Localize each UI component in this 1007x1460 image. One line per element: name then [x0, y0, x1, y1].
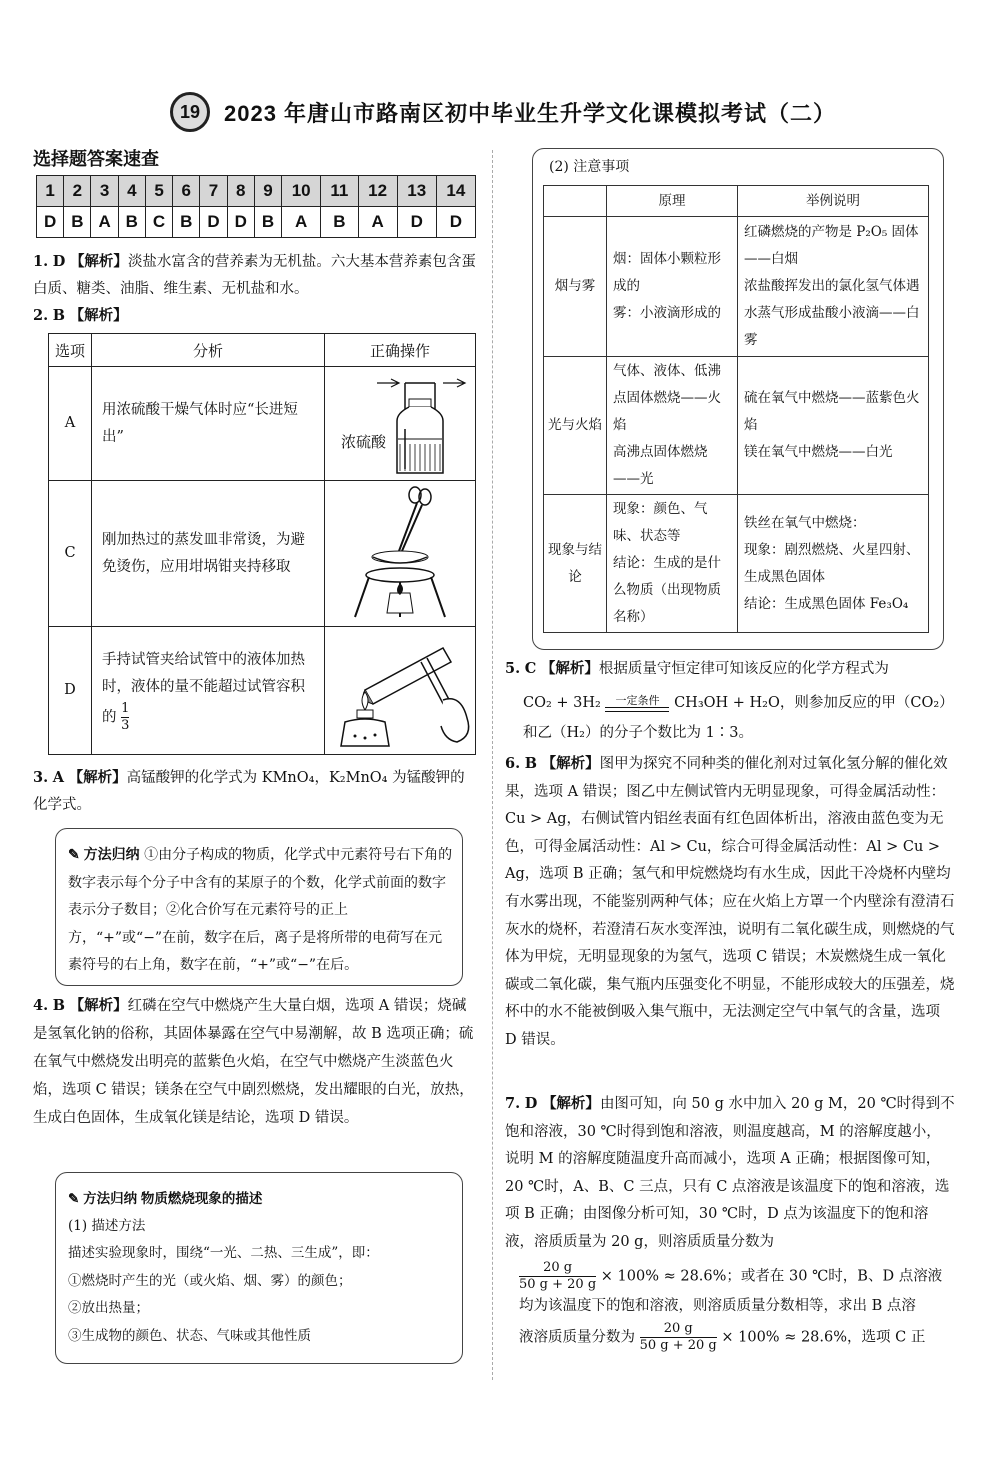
method-summary-1	[55, 828, 463, 986]
fraction-denominator: 3	[121, 718, 130, 733]
notes-th-example: 举例说明	[738, 186, 929, 217]
q7-text1: 由图可知，向 50 g 水中加入 20 g M，20 ℃时得到不饱和溶液，30 ℃时得到饱和溶液，则温度越高，M 的溶解度越小，说明 M 的溶解度随温度升高而减小，选项 A 正确；根据图像可知，20 ℃时，A、B、C 三点，只有 C 点溶液是该温度下的饱和溶液，选项 B 正确；由图像分析可知，30 ℃时，D 点为该温度下的饱和溶液，溶质质量为 20 g，则溶质质量分数为	[505, 1096, 955, 1250]
method-summary-2-line: (1) 描述方法	[68, 1217, 146, 1234]
notes-row-name: 光与火焰	[544, 357, 607, 495]
q4-number: 4.	[33, 997, 49, 1014]
notes-box	[532, 148, 944, 650]
q2-th-operation: 正确操作	[325, 334, 476, 367]
answer-key-answer: D	[397, 207, 436, 238]
q7-fraction-1-den: 50 g + 20 g	[519, 1277, 597, 1292]
q7-text3b: × 100% ≈ 28.6%，选项 C 正	[721, 1329, 926, 1345]
answer-key-answer: B	[321, 207, 358, 238]
answer-key-number: 10	[282, 176, 321, 207]
q2-row-a-option: A	[49, 367, 92, 481]
q6-tag: 【解析】	[541, 755, 600, 772]
q6-answer: B	[524, 755, 538, 772]
answer-key-answer: B	[118, 207, 145, 238]
q2-tag: 【解析】	[69, 307, 128, 324]
answer-key-number: 4	[118, 176, 145, 207]
notes-row-example: 硫在氧气中燃烧——蓝紫色火焰 镁在氧气中燃烧——白光	[738, 357, 929, 495]
q7-number: 7.	[505, 1095, 521, 1112]
notes-row-name: 烟与雾	[544, 217, 607, 357]
reaction-condition: 一定条件	[605, 694, 669, 708]
q1-number: 1.	[33, 253, 49, 270]
notes-row-light-flame	[544, 357, 929, 495]
notes-row-principle: 烟：固体小颗粒形成的 雾：小液滴形成的	[607, 217, 738, 357]
answer-key-number: 9	[254, 176, 281, 207]
q2-number: 2.	[33, 307, 49, 324]
method-summary-2-title-text: 方法归纳	[83, 1191, 138, 1206]
answer-key-answer: A	[91, 207, 118, 238]
answer-key-answers-row	[37, 207, 476, 238]
q2-row-d	[49, 627, 476, 755]
answer-key-number: 2	[64, 176, 91, 207]
q2-row-a-analysis: 用浓硫酸干燥气体时应“长进短出”	[92, 367, 325, 481]
notes-th-empty	[544, 186, 607, 217]
q2-row-d-analysis-cell	[92, 627, 325, 755]
q1-answer: D	[52, 253, 66, 270]
reaction-equal-sign	[605, 708, 669, 712]
method-summary-1-text: ①由分子构成的物质，化学式中元素符号右下角的数字表示每个分子中含有的某原子的个数，化学式前面的数字表示分子数目；②化合价写在元素符号的正上方，“+”或“−”在前，数字在后，离子是将所带的电荷写在元素符号的右上角，数字在前，“+”或“−”在后。	[68, 847, 453, 973]
method-summary-1-title-text: 方法归纳	[83, 846, 140, 862]
q2-row-a-figure	[325, 367, 476, 481]
test-tube-heating-figure	[325, 630, 475, 752]
q5-eq-left: CO₂ + 3H₂	[523, 695, 601, 711]
q7-fraction-2	[640, 1321, 717, 1354]
method-summary-2-line: ①燃烧时产生的光（或火焰、烟、雾）的颜色；	[68, 1272, 352, 1289]
notes-row-name: 现象与结论	[544, 495, 607, 633]
answer-key-answer: D	[37, 207, 64, 238]
q5-tag: 【解析】	[540, 660, 599, 677]
one-third-fraction	[121, 701, 129, 734]
reaction-arrow	[605, 694, 669, 712]
answer-key-answer: C	[145, 207, 172, 238]
q2-row-d-figure	[325, 627, 476, 755]
q2-row-d-analysis: 手持试管夹给试管中的液体加热时，液体的量不能超过试管容积的	[102, 652, 305, 726]
q6-text: 图甲为探究不同种类的催化剂对过氧化氢分解的催化效果，选项 A 错误；图乙中左侧试管内无明显现象，可得金属活动性：Cu > Ag，右侧试管内铝丝表面有红色固体析出，溶液由蓝色变为无色，可得金属活动性：Al > Cu，综合可得金属活动性：Al > Cu > Ag，选项 B 正确；氢气和甲烷燃烧均有水生成，因此干冷烧杯内壁均有水雾出现，不能鉴别两种气体；应在火焰上方罩一个内壁涂有澄清石灰水的烧杯，若澄清石灰水变浑浊，说明有二氧化碳生成，则燃烧的气体为甲烷，无明显现象的为氢气，选项 C 错误；木炭燃烧生成一氧化碳或二氧化碳，集气瓶内压强变化不明显，不能形成较大的压强差，烧杯中的水不能被倒吸入集气瓶中，无法测定空气中氧气的含量，选项 D 错误。	[505, 756, 955, 1048]
answer-key-answer: A	[282, 207, 321, 238]
sulfuric-acid-label: 浓硫酸	[341, 433, 387, 451]
notes-title: (2) 注意事项	[549, 159, 630, 175]
book-icon: ✎	[68, 1191, 80, 1206]
answer-key-answer: B	[173, 207, 200, 238]
q2-answer: B	[52, 307, 66, 324]
q2-th-analysis: 分析	[92, 334, 325, 367]
q2-table	[48, 333, 476, 755]
q5-equation-line	[505, 688, 955, 718]
notes-row-smoke-fog	[544, 217, 929, 357]
q5-line1	[505, 654, 955, 684]
q7-fraction-1	[519, 1260, 596, 1293]
q6-block	[505, 750, 955, 1055]
crucible-tongs-figure	[325, 483, 475, 623]
answer-key-answer: A	[358, 207, 397, 238]
q3-answer: A	[52, 769, 65, 786]
page-header	[170, 92, 870, 132]
q2-row-a	[49, 367, 476, 481]
q5-text2: 和乙（H₂）的分子个数比为 1∶3。	[523, 725, 754, 741]
q1-tag: 【解析】	[69, 253, 128, 270]
answer-key-answer: B	[64, 207, 91, 238]
q3-number: 3.	[33, 769, 49, 786]
answer-key-number: 13	[397, 176, 436, 207]
q7-fraction-1-num: 20 g	[519, 1260, 596, 1277]
q2-th-option: 选项	[49, 334, 92, 367]
q5-text1: 根据质量守恒定律可知该反应的化学方程式为	[598, 661, 889, 677]
q7-text2: × 100% ≈ 28.6%；或者在 30 ℃时，B、D 点溶液均为该温度下的饱和溶液，则溶质质量分数相等，求出 B 点溶	[519, 1268, 943, 1314]
page-title: 2023 年唐山市路南区初中毕业生升学文化课模拟考试（二）	[224, 100, 837, 126]
notes-th-principle: 原理	[607, 186, 738, 217]
q2-row-c-analysis: 刚加热过的蒸发皿非常烫，为避免烫伤，应用坩埚钳夹持移取	[92, 481, 325, 627]
notes-row-example: 铁丝在氧气中燃烧： 现象：剧烈燃烧、火星四射、生成黑色固体 结论：生成黑色固体 Fe₃O₄	[738, 495, 929, 633]
q6-number: 6.	[505, 755, 521, 772]
q3-text: 高锰酸钾的化学式为 KMnO₄，K₂MnO₄ 为锰酸钾的化学式。	[33, 770, 465, 813]
q5-answer: C	[524, 660, 537, 677]
column-divider	[492, 150, 493, 1380]
q1-text: 淡盐水富含的营养素为无机盐。六大基本营养素包含蛋白质、糖类、油脂、维生素、无机盐和水。	[33, 254, 476, 297]
answer-key-answer: B	[254, 207, 281, 238]
answer-key-answer: D	[227, 207, 254, 238]
answer-key-number: 1	[37, 176, 64, 207]
q3-tag: 【解析】	[68, 769, 127, 786]
q2-block	[33, 302, 128, 330]
q4-block	[33, 992, 478, 1132]
answer-key-heading: 选择题答案速查	[33, 149, 159, 169]
q7-fraction-line-2	[505, 1321, 955, 1354]
answer-key-number: 8	[227, 176, 254, 207]
answer-key-table	[36, 175, 476, 238]
q2-row-c-option: C	[49, 481, 92, 627]
answer-key-number: 6	[173, 176, 200, 207]
answer-key-number: 3	[91, 176, 118, 207]
answer-key-number: 5	[145, 176, 172, 207]
q2-row-d-option: D	[49, 627, 92, 755]
q1-block	[33, 248, 478, 303]
q7-fraction-line-1	[505, 1260, 955, 1321]
answer-key-numbers-row	[37, 176, 476, 207]
fraction-numerator: 1	[121, 701, 130, 716]
method-summary-2-title	[68, 1185, 452, 1213]
method-summary-2-line: ②放出热量；	[68, 1300, 149, 1316]
q4-text: 红磷在空气中燃烧产生大量白烟，选项 A 错误；烧碱是氢氧化钠的俗称，其固体暴露在空气中易潮解，故 B 选项正确；硫在氧气中燃烧发出明亮的蓝紫色火焰，在空气中燃烧产生淡蓝色火焰，选项 C 错误；镁条在空气中剧烈燃烧，发出耀眼的白光，放热，生成白色固体，生成氧化镁是结论，选项 D 错误。	[33, 998, 474, 1126]
q7-answer: D	[524, 1095, 538, 1112]
method-summary-2	[55, 1172, 463, 1364]
q7-block	[505, 1090, 955, 1354]
method-summary-1-title	[68, 846, 140, 862]
notes-table-header	[544, 186, 929, 217]
answer-key-number: 14	[436, 176, 475, 207]
q4-answer: B	[52, 997, 66, 1014]
q7-text3a: 液溶质质量分数为	[519, 1329, 635, 1345]
q7-fraction-2-den: 50 g + 20 g	[639, 1337, 717, 1353]
q2-row-c	[49, 481, 476, 627]
gas-wash-bottle-figure	[325, 369, 475, 479]
answer-key-number: 11	[321, 176, 358, 207]
q3-block	[33, 764, 478, 819]
book-icon: ✎	[68, 846, 80, 862]
notes-row-example: 红磷燃烧的产物是 P₂O₅ 固体——白烟 浓盐酸挥发出的氯化氢气体遇水蒸气形成盐酸小液滴——白雾	[738, 217, 929, 357]
exam-number-badge: 19	[170, 92, 210, 132]
answer-key-number: 7	[200, 176, 227, 207]
notes-table	[543, 185, 929, 633]
notes-row-principle: 现象：颜色、气味、状态等 结论：生成的是什么物质（出现物质名称）	[607, 495, 738, 633]
q7-fraction-2-num: 20 g	[640, 1321, 717, 1338]
answer-key-number: 12	[358, 176, 397, 207]
q2-table-header	[49, 334, 476, 367]
q5-number: 5.	[505, 660, 521, 677]
method-summary-2-line: ③生成物的颜色、状态、气味或其他性质	[68, 1327, 311, 1344]
answer-key-answer: D	[200, 207, 227, 238]
method-summary-2-line: 描述实验现象时，围绕“一光、二热、三生成”，即：	[68, 1245, 379, 1261]
method-summary-2-subtitle: 物质燃烧现象的描述	[140, 1191, 263, 1206]
q7-tag: 【解析】	[541, 1095, 600, 1112]
q5-block	[505, 654, 955, 748]
q2-row-c-figure	[325, 481, 476, 627]
answer-key-answer: D	[436, 207, 475, 238]
notes-row-phenomenon-conclusion	[544, 495, 929, 633]
q5-eq-right: CH₃OH + H₂O，则参加反应的甲（CO₂）	[674, 695, 954, 711]
q4-tag: 【解析】	[69, 997, 128, 1014]
notes-row-principle: 气体、液体、低沸点固体燃烧——火焰 高沸点固体燃烧——光	[607, 357, 738, 495]
